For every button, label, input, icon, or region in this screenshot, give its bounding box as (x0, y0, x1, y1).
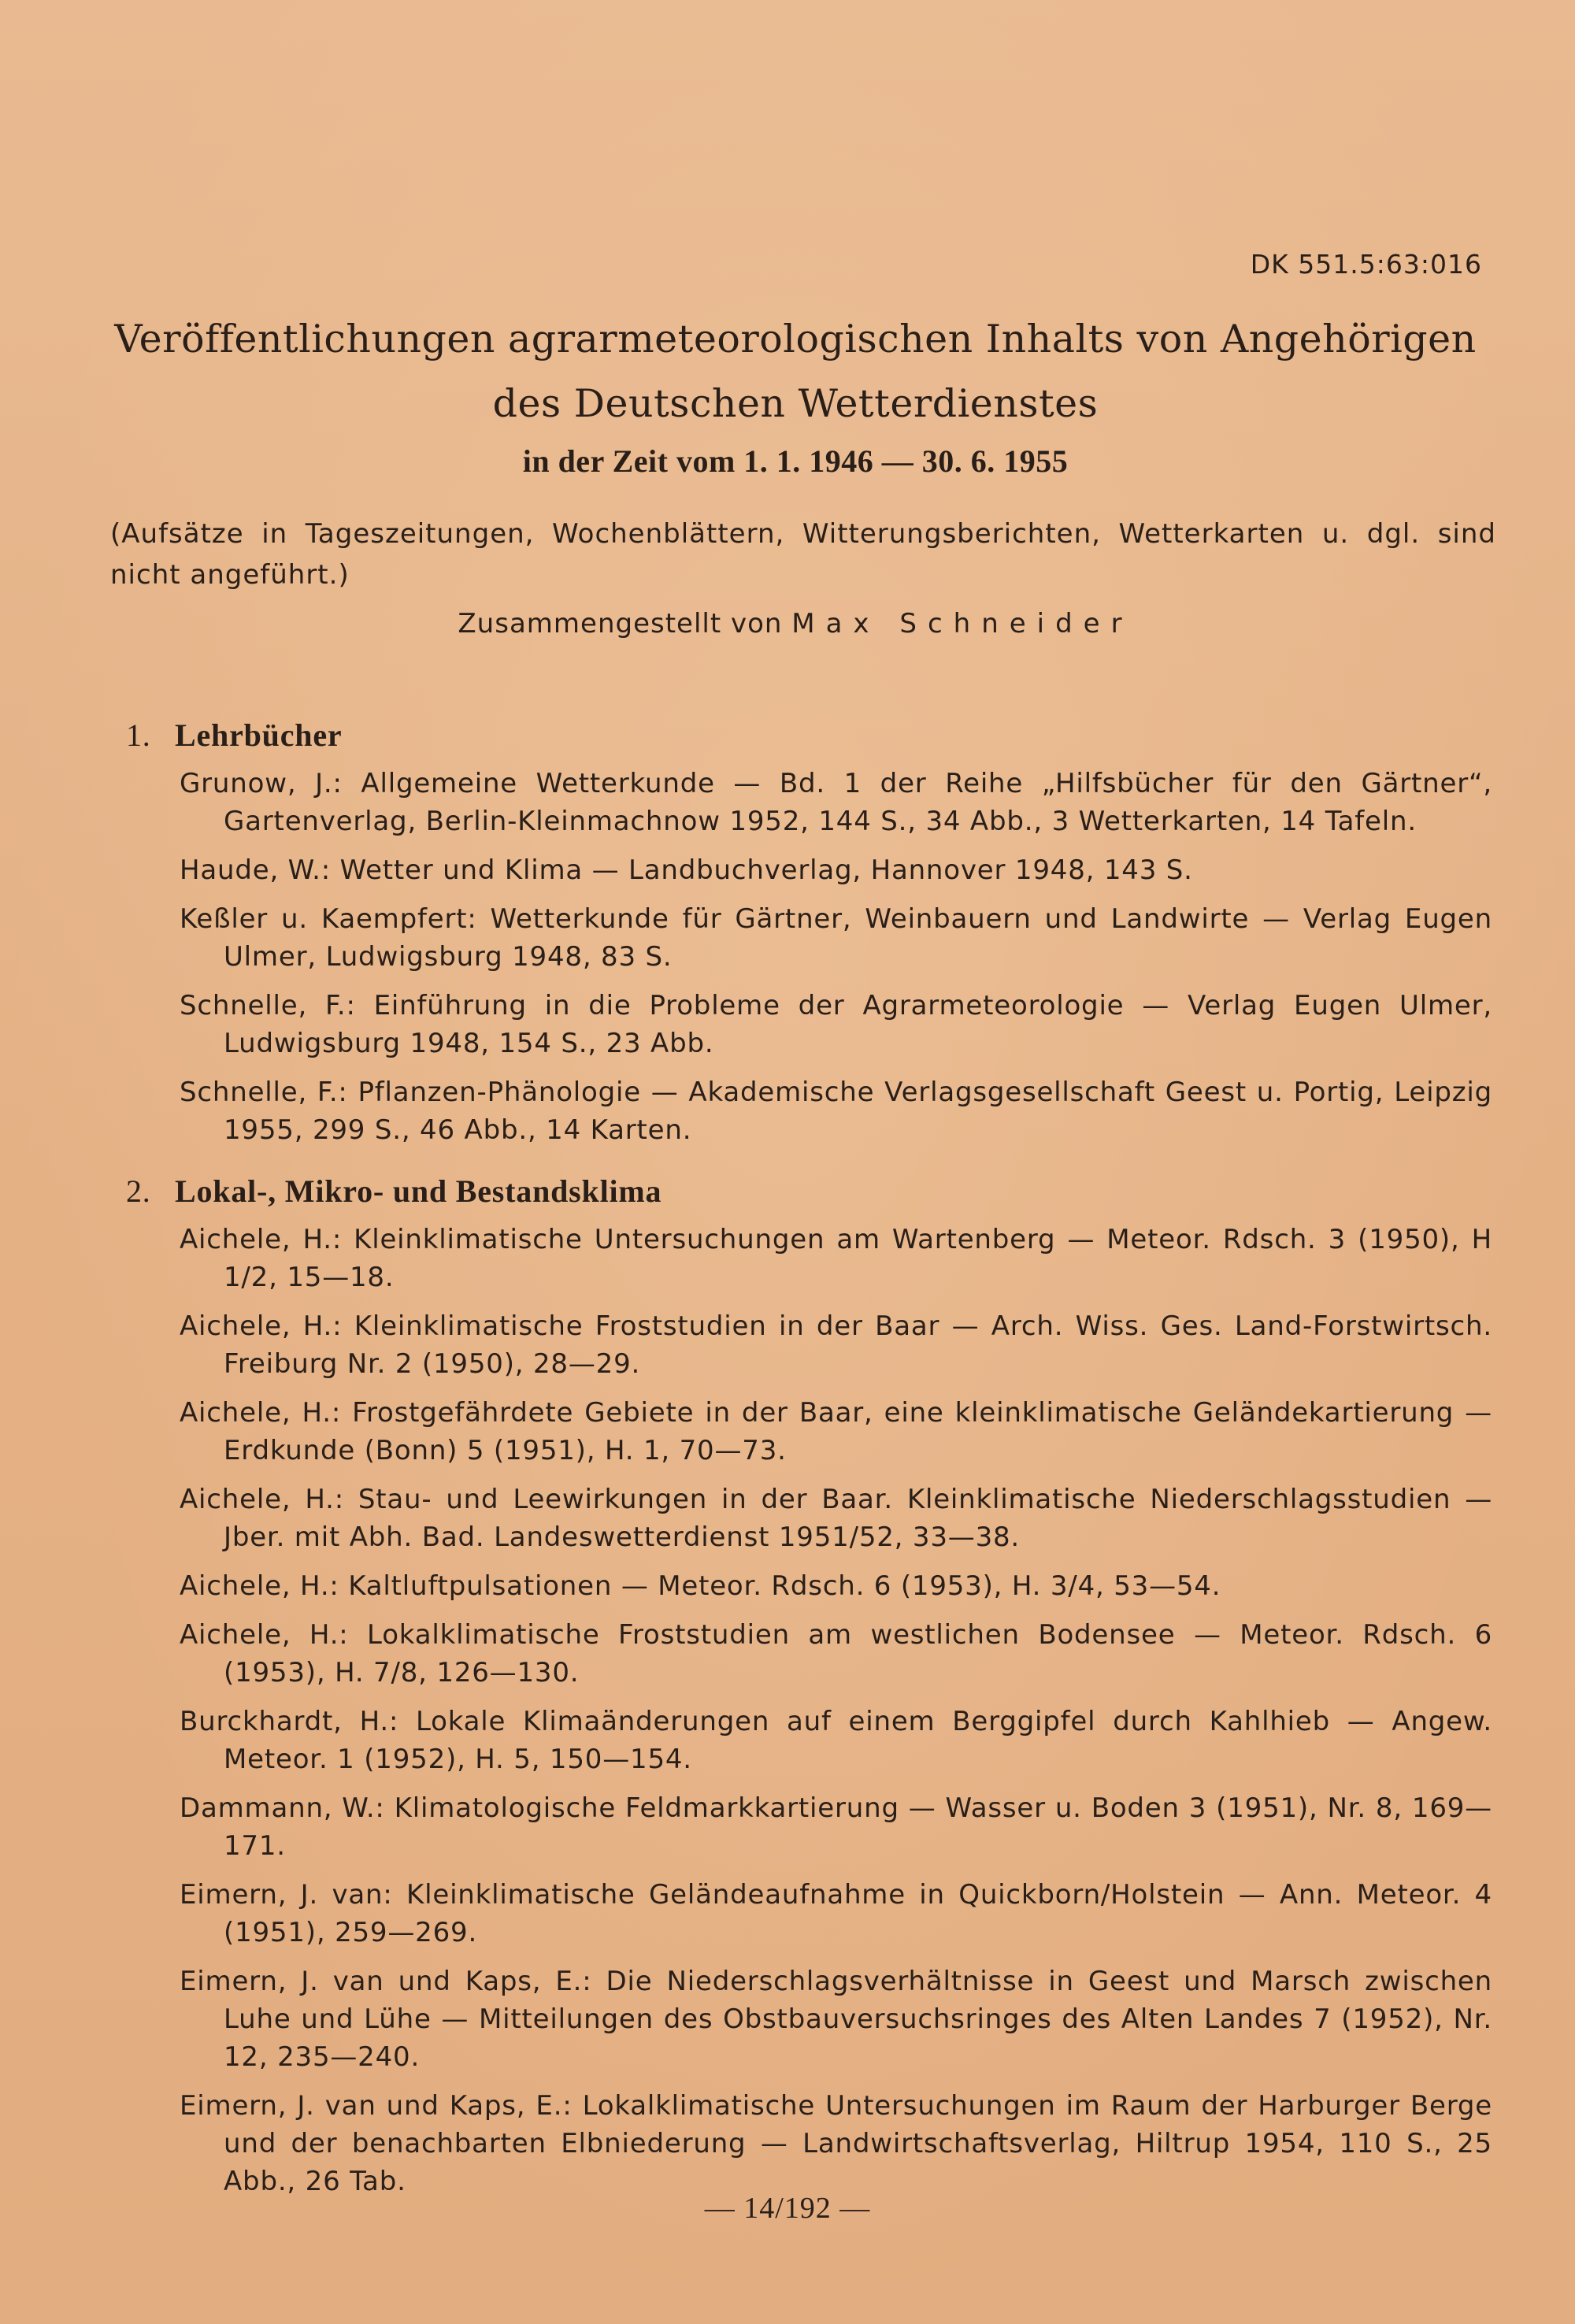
bibliography-entry: Schnelle, F.: Pflanzen-Phänologie — Akademische Verlagsgesellschaft Geest u. Portig, Leipzig 1955, 299 S., 46 Abb., 14 Karten. (180, 1077, 1492, 1146)
bibliography-entry: Aichele, H.: Kaltluftpulsationen — Meteor. Rdsch. 6 (1953), H. 3/4, 53—54. (180, 1570, 1221, 1602)
section-number: 1. (126, 717, 151, 753)
bibliography-entry: Schnelle, F.: Einführung in die Probleme der Agrarmeteorologie — Verlag Eugen Ulmer, Ludwigsburg 1948, 154 S., 23 Abb. (180, 990, 1492, 1059)
compiled-by (110, 608, 1480, 639)
bibliography-entry: Grunow, J.: Allgemeine Wetterkunde — Bd. 1 der Reihe „Hilfsbücher für den Gärtner“, Gartenverlag, Berlin-Kleinmachnow 1952, 144 S., 34 Abb., 3 Wetterkarten, 14 Tafeln. (180, 768, 1492, 837)
page-number: — 14/192 — (704, 2192, 871, 2225)
bibliography-entry: Eimern, J. van und Kaps, E.: Lokalklimatische Untersuchungen im Raum der Harburger Berge und der benachbarten Elbniederung — Landwirtschaftsverlag, Hiltrup 1954, 110 S., 25 Abb., 26 Tab. (180, 2090, 1492, 2197)
bibliography-entry: Burckhardt, H.: Lokale Klimaänderungen auf einem Berggipfel durch Kahlhieb — Angew. Meteor. 1 (1952), H. 5, 150—154. (180, 1706, 1492, 1775)
title-line-2: des Deutschen Wetterdienstes (492, 381, 1099, 426)
section-heading (126, 1173, 1492, 1210)
section-number: 2. (126, 1173, 151, 1209)
scope-note: (Aufsätze in Tageszeitungen, Wochenblättern, Witterungsberichten, Wetterkarten u. dgl. sind nicht angeführt.) (110, 518, 1496, 591)
section-heading (126, 717, 1492, 754)
document-title (110, 307, 1480, 436)
bibliography-entry: Keßler u. Kaempfert: Wetterkunde für Gärtner, Weinbauern und Landwirte — Verlag Eugen Ulmer, Ludwigsburg 1948, 83 S. (180, 903, 1492, 973)
bibliography-entry: Aichele, H.: Kleinklimatische Froststudien in der Baar — Arch. Wiss. Ges. Land-Forstwirtsch. Freiburg Nr. 2 (1950), 28—29. (180, 1310, 1492, 1380)
section-title: Lehrbücher (175, 717, 343, 753)
bibliography (126, 717, 1492, 2211)
bibliography-entry: Aichele, H.: Frostgefährdete Gebiete in der Baar, eine kleinklimatische Geländekartierung — Erdkunde (Bonn) 5 (1951), H. 1, 70—73. (180, 1397, 1492, 1466)
title-line-1: Veröffentlichungen agrarmeteorologischen Inhalts von Angehörigen (114, 317, 1477, 361)
compiled-by-prefix: Zusammengestellt von (458, 608, 783, 639)
bibliography-entry: Aichele, H.: Kleinklimatische Untersuchungen am Wartenberg — Meteor. Rdsch. 3 (1950), H 1/2, 15—18. (180, 1224, 1492, 1293)
compiler-name: Max Schneider (791, 608, 1133, 639)
bibliography-entry: Aichele, H.: Stau- und Leewirkungen in der Baar. Kleinklimatische Niederschlagsstudien — Jber. mit Abh. Bad. Landeswetterdienst 1951/52, 33—38. (180, 1484, 1492, 1553)
bibliography-entry: Eimern, J. van und Kaps, E.: Die Niederschlagsverhältnisse in Geest und Marsch zwischen Luhe und Lühe — Mitteilungen des Obstbauversuchsringes des Alten Landes 7 (1952), Nr. 12, 235—240. (180, 1966, 1492, 2073)
bibliography-entry: Aichele, H.: Lokalklimatische Froststudien am westlichen Bodensee — Meteor. Rdsch. 6 (1953), H. 7/8, 126—130. (180, 1619, 1492, 1688)
section-title: Lokal-, Mikro- und Bestandsklima (175, 1173, 662, 1209)
bibliography-entry: Dammann, W.: Klimatologische Feldmarkkartierung — Wasser u. Boden 3 (1951), Nr. 8, 169—171. (180, 1792, 1492, 1862)
bibliography-entry: Eimern, J. van: Kleinklimatische Geländeaufnahme in Quickborn/Holstein — Ann. Meteor. 4 (1951), 259—269. (180, 1879, 1492, 1948)
bibliography-entry: Haude, W.: Wetter und Klima — Landbuchverlag, Hannover 1948, 143 S. (180, 854, 1193, 886)
section-lokalklima (126, 1173, 1492, 2200)
section-lehrbuecher (126, 717, 1492, 1149)
date-range-subtitle: in der Zeit vom 1. 1. 1946 — 30. 6. 1955 (522, 443, 1069, 479)
classification-code: DK 551.5:63:016 (1250, 249, 1482, 280)
